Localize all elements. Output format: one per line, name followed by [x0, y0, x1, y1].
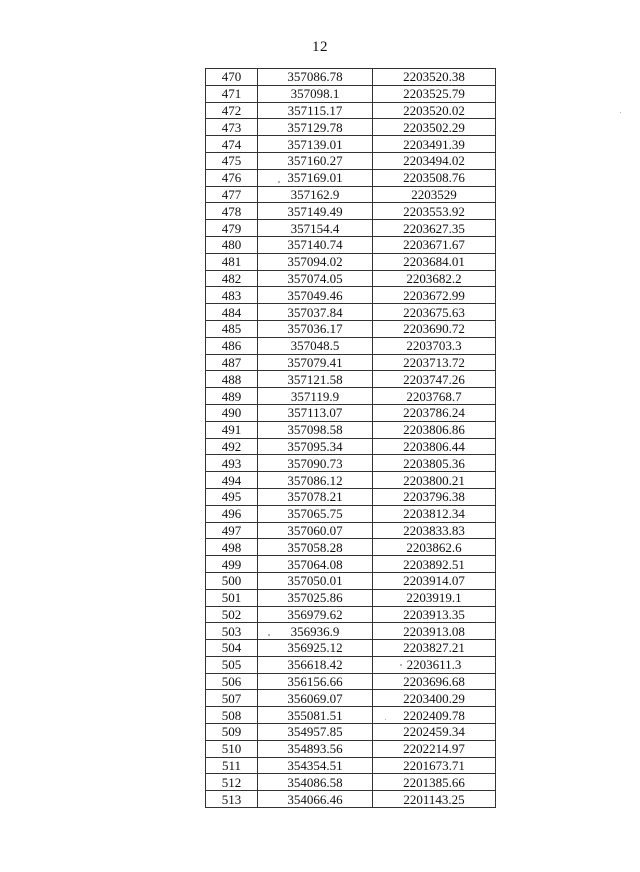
x-coordinate-cell: 357064.08 [258, 556, 373, 573]
point-number-cell: 473 [206, 119, 258, 136]
table-row [206, 236, 496, 253]
point-number-cell: 475 [206, 152, 258, 169]
y-coordinate-cell: 2201385.66 [373, 774, 496, 791]
table-row [206, 522, 496, 539]
point-number-cell: 483 [206, 287, 258, 304]
x-coordinate-cell: 357058.28 [258, 539, 373, 556]
y-coordinate-cell: 2203713.72 [373, 354, 496, 371]
table-row [206, 690, 496, 707]
point-number-cell: 496 [206, 505, 258, 522]
y-coordinate-cell: 2202409.78 [373, 707, 496, 724]
point-number-cell: 487 [206, 354, 258, 371]
x-coordinate-cell: 354086.58 [258, 774, 373, 791]
y-coordinate-cell: 2203805.36 [373, 455, 496, 472]
y-coordinate-cell: 2203400.29 [373, 690, 496, 707]
point-number-cell: 509 [206, 724, 258, 741]
table-row [206, 404, 496, 421]
table-row [206, 539, 496, 556]
point-number-cell: 489 [206, 388, 258, 405]
x-coordinate-cell: 357140.74 [258, 236, 373, 253]
table-row [206, 707, 496, 724]
x-coordinate-cell: 357169.01 [258, 169, 373, 186]
table-row [206, 388, 496, 405]
y-coordinate-cell: 2203520.38 [373, 69, 496, 86]
table-row [206, 740, 496, 757]
table-row [206, 606, 496, 623]
x-coordinate-cell: 356156.66 [258, 673, 373, 690]
x-coordinate-cell: 354354.51 [258, 757, 373, 774]
y-coordinate-cell: 2203684.01 [373, 253, 496, 270]
y-coordinate-cell: 2203553.92 [373, 203, 496, 220]
table-row [206, 656, 496, 673]
point-number-cell: 491 [206, 421, 258, 438]
point-number-cell: 470 [206, 69, 258, 86]
scan-speck [385, 719, 386, 720]
point-number-cell: 500 [206, 572, 258, 589]
y-coordinate-cell: 2203611.3 [373, 656, 496, 673]
y-coordinate-cell: 2203806.44 [373, 438, 496, 455]
point-number-cell: 488 [206, 371, 258, 388]
table-row [206, 203, 496, 220]
table-row [206, 270, 496, 287]
point-number-cell: 506 [206, 673, 258, 690]
point-number-cell: 497 [206, 522, 258, 539]
y-coordinate-cell: 2203919.1 [373, 589, 496, 606]
x-coordinate-cell: 357086.12 [258, 472, 373, 489]
point-number-cell: 478 [206, 203, 258, 220]
y-coordinate-cell: 2203696.68 [373, 673, 496, 690]
table-row [206, 455, 496, 472]
point-number-cell: 508 [206, 707, 258, 724]
table-row [206, 320, 496, 337]
table-row [206, 488, 496, 505]
point-number-cell: 502 [206, 606, 258, 623]
scan-speck [400, 664, 402, 666]
y-coordinate-cell: 2203529 [373, 186, 496, 203]
page-number: 12 [312, 39, 328, 55]
x-coordinate-cell: 357139.01 [258, 136, 373, 153]
point-number-cell: 480 [206, 236, 258, 253]
x-coordinate-cell: 354893.56 [258, 740, 373, 757]
y-coordinate-cell: 2203892.51 [373, 556, 496, 573]
x-coordinate-cell: 357095.34 [258, 438, 373, 455]
y-coordinate-cell: 2203627.35 [373, 220, 496, 237]
x-coordinate-cell: 357094.02 [258, 253, 373, 270]
table-row [206, 69, 496, 86]
y-coordinate-cell: 2203675.63 [373, 304, 496, 321]
y-coordinate-cell: 2203827.21 [373, 640, 496, 657]
table-row [206, 186, 496, 203]
x-coordinate-cell: 357049.46 [258, 287, 373, 304]
point-number-cell: 482 [206, 270, 258, 287]
point-number-cell: 477 [206, 186, 258, 203]
point-number-cell: 503 [206, 623, 258, 640]
y-coordinate-cell: 2203682.2 [373, 270, 496, 287]
y-coordinate-cell: 2203502.29 [373, 119, 496, 136]
point-number-cell: 512 [206, 774, 258, 791]
y-coordinate-cell: 2203690.72 [373, 320, 496, 337]
x-coordinate-cell: 357050.01 [258, 572, 373, 589]
table-row [206, 774, 496, 791]
table-row [206, 472, 496, 489]
point-number-cell: 504 [206, 640, 258, 657]
x-coordinate-cell: 356618.42 [258, 656, 373, 673]
x-coordinate-cell: 357115.17 [258, 102, 373, 119]
table-row [206, 589, 496, 606]
x-coordinate-cell: 357098.58 [258, 421, 373, 438]
coordinates-table [205, 68, 496, 808]
y-coordinate-cell: 2203914.07 [373, 572, 496, 589]
x-coordinate-cell: 357121.58 [258, 371, 373, 388]
x-coordinate-cell: 357037.84 [258, 304, 373, 321]
table-row [206, 640, 496, 657]
point-number-cell: 471 [206, 85, 258, 102]
x-coordinate-cell: 357129.78 [258, 119, 373, 136]
table-row [206, 169, 496, 186]
point-number-cell: 490 [206, 404, 258, 421]
point-number-cell: 494 [206, 472, 258, 489]
coordinates-table-body [206, 69, 496, 808]
point-number-cell: 501 [206, 589, 258, 606]
y-coordinate-cell: 2201143.25 [373, 791, 496, 808]
point-number-cell: 499 [206, 556, 258, 573]
table-row [206, 152, 496, 169]
x-coordinate-cell: 357065.75 [258, 505, 373, 522]
point-number-cell: 479 [206, 220, 258, 237]
x-coordinate-cell: 357036.17 [258, 320, 373, 337]
table-row [206, 220, 496, 237]
table-row [206, 673, 496, 690]
point-number-cell: 472 [206, 102, 258, 119]
y-coordinate-cell: 2203862.6 [373, 539, 496, 556]
x-coordinate-cell: 357113.07 [258, 404, 373, 421]
x-coordinate-cell: 357074.05 [258, 270, 373, 287]
x-coordinate-cell: 356069.07 [258, 690, 373, 707]
y-coordinate-cell: 2203800.21 [373, 472, 496, 489]
point-number-cell: 492 [206, 438, 258, 455]
point-number-cell: 493 [206, 455, 258, 472]
x-coordinate-cell: 357149.49 [258, 203, 373, 220]
table-row [206, 304, 496, 321]
x-coordinate-cell: 354066.46 [258, 791, 373, 808]
y-coordinate-cell: 2203672.99 [373, 287, 496, 304]
table-row [206, 337, 496, 354]
table-row [206, 354, 496, 371]
scan-speck [278, 181, 280, 183]
y-coordinate-cell: 2203812.34 [373, 505, 496, 522]
point-number-cell: 511 [206, 757, 258, 774]
scan-speck [620, 112, 621, 113]
table-row [206, 287, 496, 304]
point-number-cell: 513 [206, 791, 258, 808]
y-coordinate-cell: 2203796.38 [373, 488, 496, 505]
point-number-cell: 495 [206, 488, 258, 505]
point-number-cell: 474 [206, 136, 258, 153]
x-coordinate-cell: 357060.07 [258, 522, 373, 539]
table-row [206, 371, 496, 388]
x-coordinate-cell: 354957.85 [258, 724, 373, 741]
point-number-cell: 484 [206, 304, 258, 321]
point-number-cell: 481 [206, 253, 258, 270]
x-coordinate-cell: 357098.1 [258, 85, 373, 102]
x-coordinate-cell: 357086.78 [258, 69, 373, 86]
table-row [206, 85, 496, 102]
y-coordinate-cell: 2203913.08 [373, 623, 496, 640]
point-number-cell: 498 [206, 539, 258, 556]
table-row [206, 253, 496, 270]
x-coordinate-cell: 356936.9 [258, 623, 373, 640]
y-coordinate-cell: 2203786.24 [373, 404, 496, 421]
x-coordinate-cell: 357078.21 [258, 488, 373, 505]
y-coordinate-cell: 2203508.76 [373, 169, 496, 186]
table-row [206, 572, 496, 589]
y-coordinate-cell: 2203520.02 [373, 102, 496, 119]
table-row [206, 623, 496, 640]
point-number-cell: 485 [206, 320, 258, 337]
point-number-cell: 505 [206, 656, 258, 673]
point-number-cell: 476 [206, 169, 258, 186]
y-coordinate-cell: 2203833.83 [373, 522, 496, 539]
y-coordinate-cell: 2202459.34 [373, 724, 496, 741]
table-row [206, 119, 496, 136]
x-coordinate-cell: 357025.86 [258, 589, 373, 606]
point-number-cell: 510 [206, 740, 258, 757]
y-coordinate-cell: 2202214.97 [373, 740, 496, 757]
x-coordinate-cell: 357079.41 [258, 354, 373, 371]
y-coordinate-cell: 2203671.67 [373, 236, 496, 253]
x-coordinate-cell: 357160.27 [258, 152, 373, 169]
y-coordinate-cell: 2203913.35 [373, 606, 496, 623]
table-row [206, 102, 496, 119]
x-coordinate-cell: 357119.9 [258, 388, 373, 405]
x-coordinate-cell: 355081.51 [258, 707, 373, 724]
scan-speck [268, 634, 270, 636]
x-coordinate-cell: 357048.5 [258, 337, 373, 354]
table-row [206, 556, 496, 573]
x-coordinate-cell: 356979.62 [258, 606, 373, 623]
y-coordinate-cell: 2203768.7 [373, 388, 496, 405]
y-coordinate-cell: 2203747.26 [373, 371, 496, 388]
x-coordinate-cell: 357162.9 [258, 186, 373, 203]
point-number-cell: 486 [206, 337, 258, 354]
table-row [206, 136, 496, 153]
table-row [206, 724, 496, 741]
table-row [206, 791, 496, 808]
table-row [206, 757, 496, 774]
x-coordinate-cell: 356925.12 [258, 640, 373, 657]
y-coordinate-cell: 2203703.3 [373, 337, 496, 354]
y-coordinate-cell: 2201673.71 [373, 757, 496, 774]
x-coordinate-cell: 357090.73 [258, 455, 373, 472]
y-coordinate-cell: 2203806.86 [373, 421, 496, 438]
table-row [206, 438, 496, 455]
point-number-cell: 507 [206, 690, 258, 707]
x-coordinate-cell: 357154.4 [258, 220, 373, 237]
y-coordinate-cell: 2203491.39 [373, 136, 496, 153]
y-coordinate-cell: 2203525.79 [373, 85, 496, 102]
table-row [206, 505, 496, 522]
y-coordinate-cell: 2203494.02 [373, 152, 496, 169]
table-row [206, 421, 496, 438]
